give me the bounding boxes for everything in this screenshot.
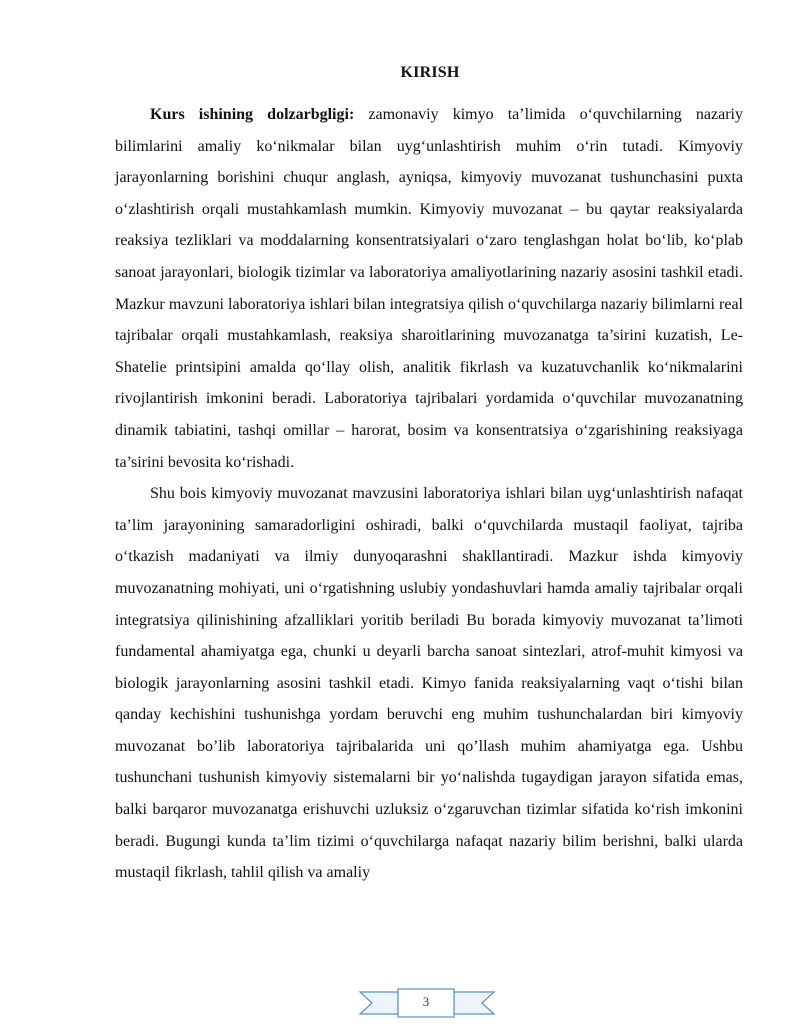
paragraph-text: zamonaviy kimyo ta’limida o‘quvchilarning nazariy bilimlarini amaliy ko‘nikmalar bilan uyg‘unlashtirish muhim o‘rin tutadi. Kimyoviy jarayonlarning borishini chuqur anglash, ayniqsa, kimyoviy muvozanat tushunchasini puxta o‘zlashtirish orqali mustahkamlash mumkin. Kimyoviy muvozanat – bu qaytar reaksiyalarda reaksiya tezliklari va moddalarning konsentratsiyalari o‘zaro tenglashgan holat bo‘lib, ko‘plab sanoat jarayonlari, biologik tizimlar va laboratoriya amaliyotlarining nazariy asosini tashkil etadi. Mazkur mavzuni laboratoriya ishlari bilan integratsiya qilish o‘quvchilarga nazariy bilimlarni real tajribalar orqali mustahkamlash, reaksiya sharoitlarining muvozanatga ta’sirini kuzatish, Le-Shatelie printsipini amalda qo‘llay olish, analitik fikrlash va kuzatuvchanlik ko‘nikmalarini rivojlantirish imkonini beradi. Laboratoriya tajribalari yordamida o‘quvchilar muvozanatning dinamik tabiatini, tashqi omillar – harorat, bosim va konsentratsiya o‘zgarishining reaksiyaga ta’sirini bevosita ko‘rishadi. (115, 106, 743, 471)
body-text (115, 99, 743, 889)
ribbon-left-tail (360, 992, 398, 1014)
ribbon-right-tail (454, 992, 494, 1014)
page-heading: KIRISH (400, 64, 460, 81)
page-footer (358, 986, 496, 1022)
page-number: 3 (422, 994, 430, 1009)
paragraph-relevance (115, 99, 743, 478)
paragraph-integration (115, 478, 743, 889)
paragraph-lead: Kurs ishining dolzarbgligi: (150, 106, 355, 123)
paragraph-text: Shu bois kimyoviy muvozanat mavzusini laboratoriya ishlari bilan uyg‘unlashtirish nafaqat ta’lim jarayonining samaradorligini oshiradi, balki o‘quvchilarda mustaqil faoliyat, tajriba o‘tkazish madaniyati va ilmiy dunyoqarashni shakllantiradi. Mazkur ishda kimyoviy muvozanatning mohiyati, uni o‘rgatishning uslubiy yondashuvlari hamda amaliy tajribalar orqali integratsiya qilinishining afzalliklari yoritib beriladi Bu borada kimyoviy muvozanat ta’limoti fundamental ahamiyatga ega, chunki u deyarli barcha sanoat sintezlari, atrof-muhit kimyosi va biologik jarayonlarning asosini tashkil etadi. Kimyo fanida reaksiyalarning vaqt o‘tishi bilan qanday kechishini tushunishga yordam beruvchi eng muhim tushunchalardan biri kimyoviy muvozanat bo’lib laboratoriya tajribalarida uni qo’llash muhim ahamiyatga ega. Ushbu tushunchani tushunish kimyoviy sistemalarni bir yo‘nalishda tugaydigan jarayon sifatida emas, balki barqaror muvozanatga erishuvchi uzluksiz o‘zgaruvchan tizimlar sifatida ko‘rish imkonini beradi. Bugungi kunda ta’lim tizimi o‘quvchilarga nafaqat nazariy bilim berishni, balki ularda mustaqil fikrlash, tahlil qilish va amaliy (115, 485, 743, 882)
